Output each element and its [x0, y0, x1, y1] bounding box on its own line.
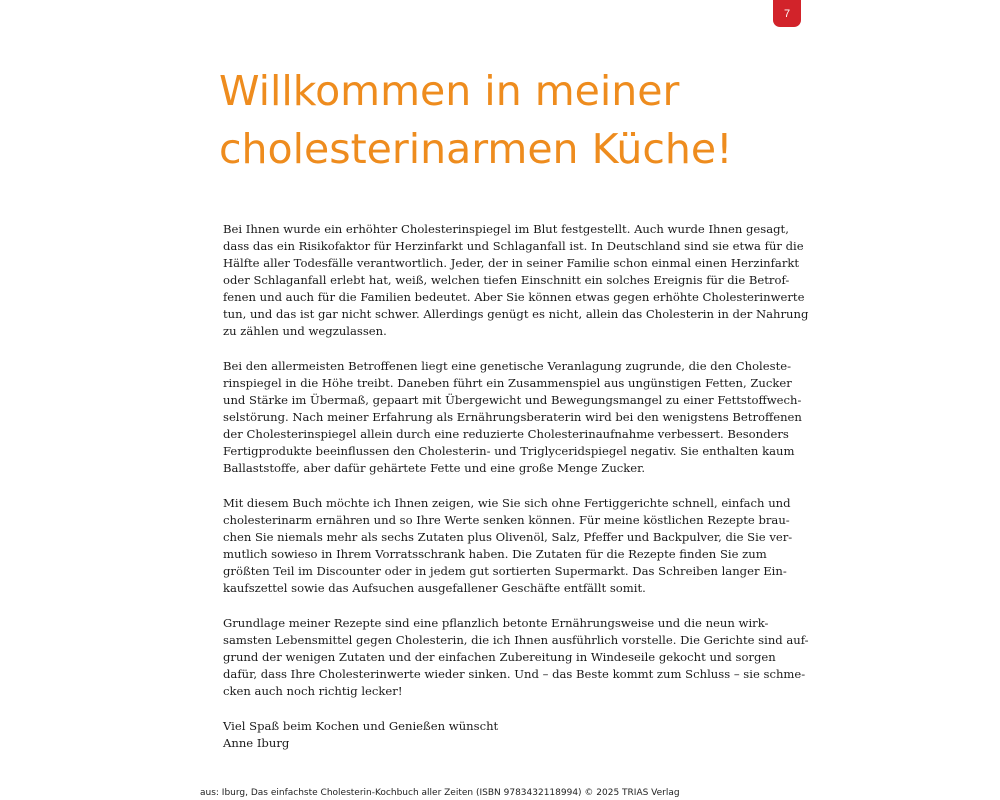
text-line: chen Sie niemals mehr als sechs Zutaten plus Olivenöl, Salz, Pfeffer und Backpulver, die Sie ver- [223, 530, 793, 544]
text-line: Fertigprodukte beeinflussen den Cholesterin- und Triglyceridspiegel negativ. Sie enthalten kaum [223, 444, 795, 458]
page-title [219, 62, 819, 178]
body-text [223, 221, 809, 752]
text-line: fenen und auch für die Familien bedeutet. Aber Sie können etwas gegen erhöhte Cholesterinwerte [223, 290, 805, 304]
text-line: Mit diesem Buch möchte ich Ihnen zeigen, wie Sie sich ohne Fertiggerichte schnell, einfach und [223, 496, 791, 510]
text-line: und Stärke im Übermaß, gepaart mit Übergewicht und Bewegungsmangel zu einer Fettstoffwech- [223, 393, 802, 407]
text-line: Bei den allermeisten Betroffenen liegt eine genetische Veranlagung zugrunde, die den Choleste- [223, 359, 792, 373]
text-line: cken auch noch richtig lecker! [223, 684, 403, 698]
title-line: cholesterinarmen Küche! [219, 125, 733, 173]
text-line: Grundlage meiner Rezepte sind eine pflanzlich betonte Ernährungsweise und die neun wirk- [223, 616, 769, 630]
page-number-badge [773, 0, 801, 27]
paragraph-1 [223, 221, 809, 340]
text-line: Bei Ihnen wurde ein erhöhter Cholesterinspiegel im Blut festgestellt. Auch wurde Ihnen gesagt, [223, 222, 789, 236]
text-line: Ballaststoffe, aber dafür gehärtete Fette und eine große Menge Zucker. [223, 461, 646, 475]
text-line: dass das ein Risikofaktor für Herzinfarkt und Schlaganfall ist. In Deutschland sind sie etwa für die [223, 239, 804, 253]
text-line: größten Teil im Discounter oder in jedem gut sortierten Supermarkt. Das Schreiben langer Ein- [223, 564, 787, 578]
author-name: Anne Iburg [223, 736, 290, 750]
text-line: zu zählen und wegzulassen. [223, 324, 387, 338]
page-number: 7 [783, 7, 791, 20]
text-line: cholesterinarm ernähren und so Ihre Werte senken können. Für meine köstlichen Rezepte brau- [223, 513, 790, 527]
title-line: Willkommen in meiner [219, 67, 680, 115]
text-line: mutlich sowieso in Ihrem Vorratsschrank haben. Die Zutaten für die Rezepte finden Sie zum [223, 547, 767, 561]
paragraph-2 [223, 358, 802, 477]
paragraph-3 [223, 495, 793, 597]
signoff [223, 718, 783, 752]
text-line: rinspiegel in die Höhe treibt. Daneben führt ein Zusammenspiel aus ungünstigen Fetten, Zucker [223, 376, 792, 390]
text-line: selstörung. Nach meiner Erfahrung als Ernährungsberaterin wird bei den wenigstens Betroffenen [223, 410, 802, 424]
text-line: kaufszettel sowie das Aufsuchen ausgefallener Geschäfte entfällt somit. [223, 581, 646, 595]
text-line: tun, und das ist gar nicht schwer. Allerdings genügt es nicht, allein das Cholesterin in der Nahrung [223, 307, 809, 321]
text-line: samsten Lebensmittel gegen Cholesterin, die ich Ihnen ausführlich vorstelle. Die Gerichte sind auf- [223, 633, 809, 647]
source-footer: aus: Iburg, Das einfachste Cholesterin-Kochbuch aller Zeiten (ISBN 9783432118994) © 2025 TRIAS Verlag [200, 788, 680, 798]
paragraph-4 [223, 615, 809, 700]
text-line: der Cholesterinspiegel allein durch eine reduzierte Cholesterinaufnahme verbessert. Besonders [223, 427, 789, 441]
signoff-line: Viel Spaß beim Kochen und Genießen wünscht [223, 719, 499, 733]
text-line: dafür, dass Ihre Cholesterinwerte wieder sinken. Und – das Beste kommt zum Schluss – sie schme- [223, 667, 806, 681]
text-line: Hälfte aller Todesfälle verantwortlich. Jeder, der in seiner Familie schon einmal einen Herzinfarkt [223, 256, 800, 270]
text-line: oder Schlaganfall erlebt hat, weiß, welchen tiefen Einschnitt ein solches Ereignis für die Betrof- [223, 273, 790, 287]
text-line: grund der wenigen Zutaten und der einfachen Zubereitung in Windeseile gekocht und sorgen [223, 650, 776, 664]
